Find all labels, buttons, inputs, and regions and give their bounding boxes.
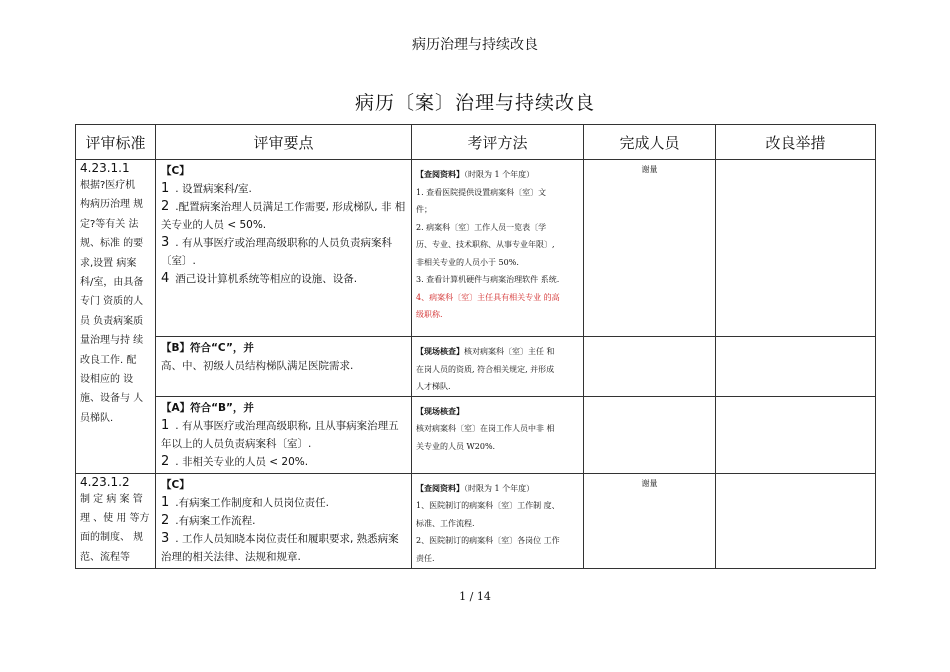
point-number: 2 [161, 512, 170, 528]
document-title: 病历〔案〕治理与持续改良 [354, 92, 595, 114]
method-line: 在岗人员的资质, 符合相关规定, 并形成 [416, 364, 555, 374]
assignee-name: 谢量 [641, 165, 658, 174]
standard-code: 4.23.1.2 [80, 474, 130, 489]
method-tag: 【现场核查】 [416, 405, 464, 416]
table-row [76, 396, 876, 473]
point-number: 2 [161, 199, 170, 214]
method-line: 1. 查看医院提供设置病案科〔室〕文 [416, 187, 547, 197]
method-line: 1、医院制订的病案科〔室〕工作制 度、 [416, 501, 560, 510]
page-header: 病历治理与持续改良 [412, 37, 538, 53]
method-line: 责任. [416, 553, 435, 563]
method-note: （时限为 1 个年度） [464, 483, 535, 493]
point-text: .配置病案治理人员满足工作需要, 形成梯队, 非 相 [175, 201, 406, 213]
table-row [76, 337, 876, 397]
method-tag: 【现场核查】 [416, 346, 464, 356]
standard-text-line: 面的制度、 规 [80, 532, 144, 544]
standard-text-line: 理 、使 用 等方 [80, 512, 150, 524]
point-text: 治理的相关法律、法规和规章. [161, 550, 301, 563]
col-header-assignee: 完成人员 [584, 125, 716, 160]
method-line: 3. 查看计算机硬件与病案治理软件 系统. [416, 275, 560, 284]
standard-text-line: 根据?医疗机 [80, 180, 136, 191]
method-note: 核对病案科〔室〕主任 和 [464, 347, 555, 356]
review-point-line [161, 216, 406, 234]
review-points-cell [156, 396, 412, 473]
assignee-cell [584, 473, 716, 568]
standard-text-line: 设相应的 设 [80, 374, 134, 386]
method-cell [412, 160, 584, 337]
standard-text-line: 科/室，由具备 [80, 277, 144, 289]
standard-text-line: 定?等有关 法 [80, 218, 139, 230]
method-line: 2. 病案科〔室〕工作人员一览表〔学 [416, 222, 547, 232]
review-point-line [161, 417, 406, 435]
method-line-highlight: 4、病案科〔室〕主任具有相关专业 的高 [416, 292, 560, 302]
method-heading [416, 343, 579, 361]
improvement-cell [716, 396, 876, 473]
point-number: 1 [161, 494, 170, 510]
review-point-line [161, 435, 406, 453]
point-text: . 设置病案科/室. [175, 183, 252, 195]
table-header-row [76, 125, 876, 160]
improvement-cell [716, 160, 876, 337]
point-text: 年以上的人员负责病案科〔室〕. [161, 437, 312, 450]
method-line: 非相关专业的人员小于 50%. [416, 257, 519, 267]
point-text: . 非相关专业的人员 < 20%. [175, 455, 309, 468]
point-text: . 工作人员知晓本岗位责任和履职要求, 熟悉病案 [175, 532, 399, 545]
review-point-line [161, 234, 406, 252]
col-header-method: 考评方法 [412, 125, 584, 160]
standard-text-line: 量治理与持 续 [80, 335, 144, 347]
col-header-points: 评审要点 [156, 125, 412, 160]
method-line: 关专业的人员 W20%. [416, 441, 496, 451]
method-line: 历、专业、技术职称、从事专业年限〕, [416, 240, 555, 249]
method-line: 标准、工作流程. [416, 518, 475, 528]
review-point-line [161, 530, 406, 548]
method-tag: 【查阅资料】 [416, 169, 464, 179]
review-point-line [161, 357, 406, 375]
method-cell [412, 473, 584, 568]
level-label: 【C】 [161, 165, 190, 177]
col-header-improvement: 改良举措 [716, 125, 876, 160]
review-point-line [161, 252, 406, 270]
standard-text-line: 求,设置 病案 [80, 257, 137, 269]
standard-text-line: 专门 资质的人 [80, 296, 144, 308]
review-point-line [161, 494, 406, 512]
method-line: 人才梯队. [416, 382, 451, 391]
assignee-cell [584, 160, 716, 337]
assignee-cell [584, 396, 716, 473]
col-header-standard: 评审标准 [76, 125, 156, 160]
method-line: 核对病案科〔室〕在岗工作人员中非 相 [416, 424, 555, 433]
method-line: 2、医院制订的病案科〔室〕各岗位 工作 [416, 536, 560, 545]
point-number: 1 [161, 181, 170, 196]
point-text: 关专业的人员 < 50%. [161, 219, 267, 231]
page-number: 1 / 14 [459, 590, 491, 603]
method-heading [416, 403, 579, 421]
level-label: 【B】符合“C”，并 [161, 342, 254, 354]
table-row [76, 160, 876, 337]
standard-text-line: 规、标准 的要 [80, 238, 144, 250]
level-label: 【C】 [161, 478, 190, 491]
review-points-cell [156, 473, 412, 568]
point-number: 3 [161, 530, 170, 546]
method-cell [412, 396, 584, 473]
standard-text-line: 员 负责病案质 [80, 315, 144, 327]
point-number: 2 [161, 453, 170, 469]
improvement-cell [716, 473, 876, 568]
point-text: . 有从事医疗或治理高级职称, 且从事病案治理五 [175, 419, 399, 432]
review-points-cell [156, 160, 412, 337]
standard-text-line: 改良工作. 配 [80, 354, 137, 366]
method-tag: 【查阅资料】 [416, 482, 464, 493]
method-line-highlight: 级职称. [416, 310, 443, 319]
standard-text-line: 构病历治理 规 [80, 199, 144, 211]
point-text: .有病案工作流程. [175, 514, 256, 527]
method-heading [416, 166, 579, 184]
review-point-line [161, 548, 406, 566]
review-point-line [161, 180, 406, 198]
method-line: 件； [416, 205, 432, 214]
table-row [76, 473, 876, 568]
point-number: 4 [161, 271, 170, 286]
assignee-cell [584, 337, 716, 397]
point-text: 高、中、初级人员结构梯队满足医院需求. [161, 360, 354, 372]
method-note: （时限为 1 个年度） [464, 170, 535, 179]
review-point-line [161, 270, 406, 288]
improvement-cell [716, 337, 876, 397]
point-text: .有病案工作制度和人员岗位责任. [175, 496, 329, 509]
review-point-line [161, 453, 406, 471]
level-label: 【A】符合“B”，并 [161, 401, 254, 414]
standard-code: 4.23.1.1 [80, 161, 130, 175]
standard-text-line: 员梯队. [80, 412, 114, 424]
assignee-name: 谢量 [641, 478, 658, 488]
standard-text-line: 施、设备与 人 [80, 393, 144, 405]
point-number: 1 [161, 417, 170, 433]
method-cell [412, 337, 584, 397]
point-text: 酒己设计算机系统等相应的设施、设备. [175, 273, 358, 285]
point-number: 3 [161, 235, 170, 250]
point-text: 〔室〕. [161, 255, 196, 267]
point-text: . 有从事医疗或治理高级职称的人员负责病案科 [175, 237, 392, 249]
standard-text-line: 制 定 病 案 管 [80, 493, 143, 505]
method-heading [416, 480, 579, 498]
standard-cell [76, 473, 156, 568]
review-table [75, 124, 876, 569]
review-point-line [161, 198, 406, 216]
review-points-cell [156, 337, 412, 397]
standard-cell [76, 160, 156, 474]
review-point-line [161, 512, 406, 530]
standard-text-line: 范、流程等 [80, 551, 130, 563]
